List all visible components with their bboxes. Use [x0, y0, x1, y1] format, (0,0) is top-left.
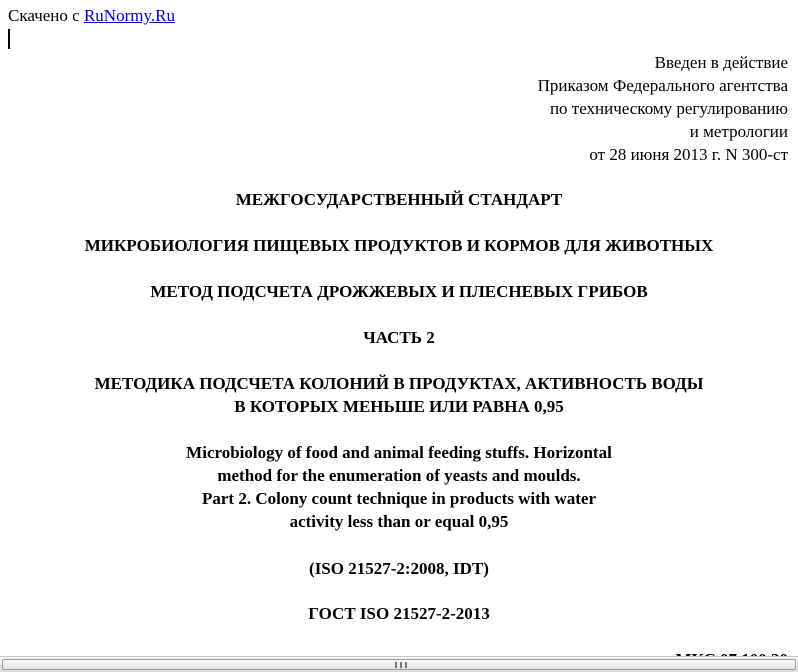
english-title-line: Part 2. Colony count technique in products with water	[202, 489, 596, 508]
enactment-line: и метрологии	[689, 122, 788, 141]
enactment-line: от 28 июня 2013 г. N 300-ст	[589, 145, 788, 164]
english-title	[0, 441, 798, 533]
enactment-line: по техническому регулированию	[549, 99, 788, 118]
enactment-line: Введен в действие	[654, 53, 788, 72]
grip-icon	[395, 662, 407, 668]
runormy-link[interactable]: RuNormy.Ru	[83, 6, 175, 25]
scrollbar-thumb[interactable]	[2, 659, 796, 670]
enactment-block	[538, 51, 788, 166]
download-prefix: Скачено с	[8, 6, 80, 25]
enactment-line: Приказом Федерального агентства	[537, 76, 788, 95]
gost-number: ГОСТ ISO 21527-2-2013	[308, 604, 490, 623]
part-title	[0, 372, 798, 418]
iso-reference: (ISO 21527-2:2008, IDT)	[309, 559, 489, 578]
main-title: МИКРОБИОЛОГИЯ ПИЩЕВЫХ ПРОДУКТОВ И КОРМОВ ДЛЯ ЖИВОТНЫХ	[84, 236, 714, 255]
english-title-line: Microbiology of food and animal feeding stuffs. Horizontal	[186, 443, 612, 462]
part-title-line: В КОТОРЫХ МЕНЬШЕ ИЛИ РАВНА 0,95	[234, 397, 564, 416]
horizontal-scrollbar[interactable]	[0, 656, 798, 672]
english-title-line: method for the enumeration of yeasts and moulds.	[217, 466, 581, 485]
download-source-line	[8, 6, 175, 26]
english-title-line: activity less than or equal 0,95	[289, 512, 509, 531]
standard-type: МЕЖГОСУДАРСТВЕННЫЙ СТАНДАРТ	[235, 190, 563, 209]
method-title: МЕТОД ПОДСЧЕТА ДРОЖЖЕВЫХ И ПЛЕСНЕВЫХ ГРИБОВ	[150, 282, 648, 301]
part-title-line: МЕТОДИКА ПОДСЧЕТА КОЛОНИЙ В ПРОДУКТАХ, АКТИВНОСТЬ ВОДЫ	[94, 374, 704, 393]
text-cursor	[8, 29, 10, 49]
part-label: ЧАСТЬ 2	[363, 328, 435, 347]
